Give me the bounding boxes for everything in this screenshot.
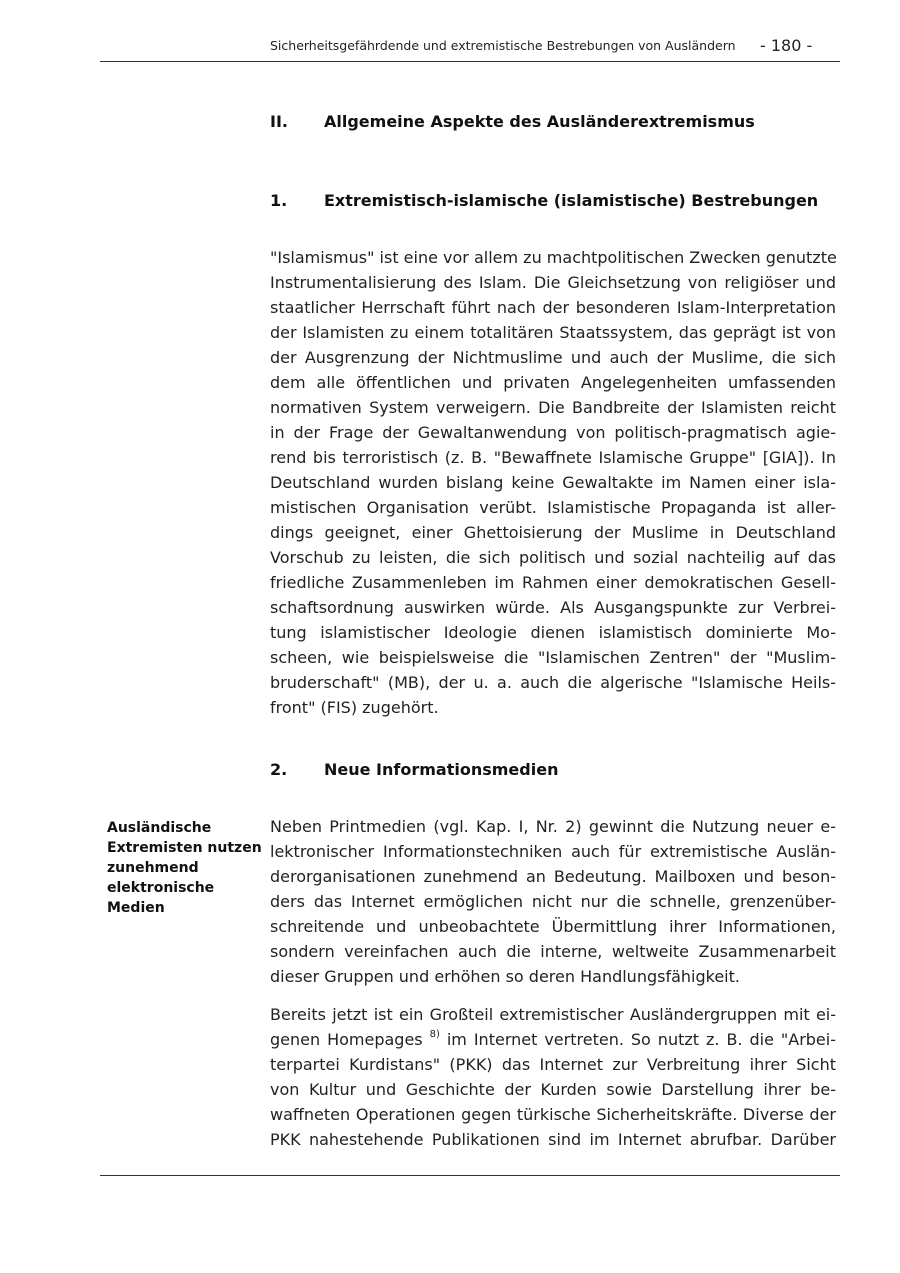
text-line: scheen, wie beispielsweise die "Islamischen Zentren" der "Muslim- bbox=[270, 648, 836, 667]
page-number: - 180 - bbox=[760, 36, 813, 55]
text-line: waffneten Operationen gegen türkische Sicherheitskräfte. Diverse der bbox=[270, 1105, 836, 1124]
text-line: mistischen Organisation verübt. Islamistische Propaganda ist aller- bbox=[270, 498, 836, 517]
text-line: friedliche Zusammenleben im Rahmen einer demokratischen Gesell- bbox=[270, 573, 836, 592]
text-line: normativen System verweigern. Die Bandbreite der Islamisten reicht bbox=[270, 398, 836, 417]
text-fragment: genen Homepages bbox=[270, 1030, 430, 1049]
text-line: Vorschub zu leisten, die sich politisch und sozial nachteilig auf das bbox=[270, 548, 836, 567]
header-rule bbox=[100, 61, 840, 62]
margin-note-line: Extremisten nutzen bbox=[107, 840, 262, 856]
text-line: terpartei Kurdistans" (PKK) das Internet zur Verbreitung ihrer Sicht bbox=[270, 1055, 836, 1074]
text-fragment: im Internet vertreten. So nutzt z. B. die "Arbei- bbox=[439, 1030, 836, 1049]
text-line: derorganisationen zunehmend an Bedeutung. Mailboxen und beson- bbox=[270, 867, 836, 886]
text-line: dieser Gruppen und erhöhen so deren Handlungsfähigkeit. bbox=[270, 967, 740, 986]
paragraph-medien bbox=[270, 814, 836, 989]
section-title: Extremistisch-islamische (islamistische) Bestrebungen bbox=[324, 191, 819, 210]
text-line: Deutschland wurden bislang keine Gewaltakte im Namen einer isla- bbox=[270, 473, 836, 492]
section-number: 2. bbox=[270, 760, 288, 779]
text-line: lektronischer Informationstechniken auch für extremistische Auslän- bbox=[270, 842, 836, 861]
text-line: Neben Printmedien (vgl. Kap. I, Nr. 2) gewinnt die Nutzung neuer e- bbox=[270, 817, 836, 836]
text-line: sondern vereinfachen auch die interne, weltweite Zusammenarbeit bbox=[270, 942, 836, 961]
text-line: Bereits jetzt ist ein Großteil extremistischer Ausländergruppen mit ei- bbox=[270, 1005, 836, 1024]
section-number: 1. bbox=[270, 191, 288, 210]
footnote-reference[interactable]: 8) bbox=[429, 1028, 440, 1040]
running-head: Sicherheitsgefährdende und extremistische Bestrebungen von Ausländern bbox=[270, 38, 736, 53]
section-number: II. bbox=[270, 112, 288, 131]
text-line: dem alle öffentlichen und privaten Angelegenheiten umfassenden bbox=[270, 373, 836, 392]
text-line: der Ausgrenzung der Nichtmuslime und auch der Muslime, die sich bbox=[270, 348, 836, 367]
text-line: in der Frage der Gewaltanwendung von politisch-pragmatisch agie- bbox=[270, 423, 836, 442]
margin-note-line: zunehmend bbox=[107, 860, 199, 876]
text-line: Instrumentalisierung des Islam. Die Gleichsetzung von religiöser und bbox=[270, 273, 836, 292]
text-line: schaftsordnung auswirken würde. Als Ausgangspunkte zur Verbrei- bbox=[270, 598, 836, 617]
text-line: ders das Internet ermöglichen nicht nur die schnelle, grenzenüber- bbox=[270, 892, 836, 911]
text-line: schreitende und unbeobachtete Übermittlung ihrer Informationen, bbox=[270, 917, 836, 936]
paragraph-islamismus bbox=[270, 245, 836, 720]
text-line bbox=[270, 1027, 836, 1052]
section-title: Neue Informationsmedien bbox=[324, 760, 559, 779]
margin-note-line: Ausländische bbox=[107, 820, 212, 836]
margin-note bbox=[107, 818, 262, 918]
paragraph-homepages bbox=[270, 1002, 836, 1152]
text-line: tung islamistischer Ideologie dienen islamistisch dominierte Mo- bbox=[270, 623, 836, 642]
text-line: front" (FIS) zugehört. bbox=[270, 698, 439, 717]
text-line: PKK nahestehende Publikationen sind im Internet abrufbar. Darüber bbox=[270, 1130, 836, 1149]
margin-note-line: elektronische bbox=[107, 880, 215, 896]
text-line: "Islamismus" ist eine vor allem zu machtpolitischen Zwecken genutzte bbox=[270, 248, 837, 267]
text-line: dings geeignet, einer Ghettoisierung der Muslime in Deutschland bbox=[270, 523, 836, 542]
text-line: der Islamisten zu einem totalitären Staatssystem, das geprägt ist von bbox=[270, 323, 836, 342]
text-line: bruderschaft" (MB), der u. a. auch die algerische "Islamische Heils- bbox=[270, 673, 836, 692]
text-line: staatlicher Herrschaft führt nach der besonderen Islam-Interpretation bbox=[270, 298, 836, 317]
text-line: rend bis terroristisch (z. B. "Bewaffnete Islamische Gruppe" [GIA]). In bbox=[270, 448, 836, 467]
margin-note-line: Medien bbox=[107, 900, 165, 916]
footer-rule bbox=[100, 1175, 840, 1176]
section-title: Allgemeine Aspekte des Ausländerextremismus bbox=[324, 112, 755, 131]
text-line: von Kultur und Geschichte der Kurden sowie Darstellung ihrer be- bbox=[270, 1080, 836, 1099]
